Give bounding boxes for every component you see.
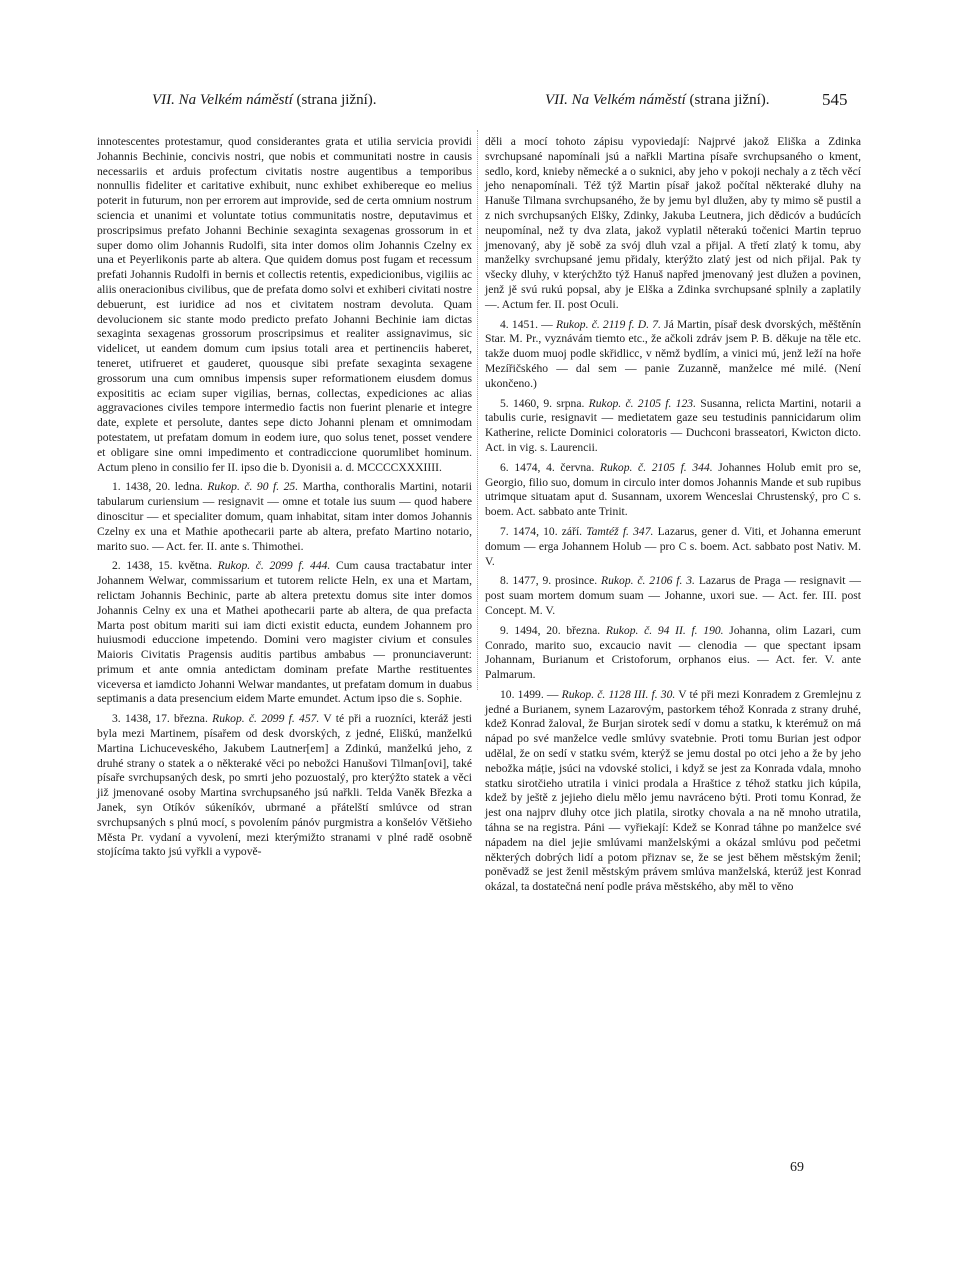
entry-ref: Rukop. č. 2099 f. 444. bbox=[217, 559, 331, 573]
entry-6 bbox=[485, 461, 861, 520]
right-continuation-paragraph: děli a mocí tohoto zápisu vypoviedají: Najprvé jakož Eliška a Zdinka svrchupsané napomínali jsú a nařkli Martina písaře svrchupsaného o kment, sedlo, kord, knieby německé a o suknici, aby jeho v pokoji nechaly a z těch věcí jeho nenapomínali. Též týž Martin písař jakož počítal některaké dluhy na Hanuše Tilmana svrchupsaného, že by jemu byl dlužen, aby ty mimo sě pustil a z nich svrchupsaných Elšky, Zdinky, Jakuba Leutnera, jich dědicóv a budúcích neupomínal, než ty dva zlata, jakož vyplatil něterakú točenici Martin tepruo jmenovaný, aby jě sobě za svój dluh vzal a přijal. A třetí zlatý k tomu, aby manželky svrchupsané jemu přidaly, kterýžto zlatý jest od nich přijal. Pak ty všecky dluhy, v kterýchžto týž Hanuš napřed jmenovaný jest dlužen a povinen, jenž jě svú rukú popsal, aby je Elška a Zdinka svrchupsané splnily a zaplatily —. Actum fer. II. post Oculi. bbox=[485, 135, 861, 311]
entry-ref: Rukop. č. 2105 f. 123. bbox=[588, 396, 696, 410]
entry-text: Martha, conthoralis Martini, notarii tabularum curiensium — resignavit — omne et totale ius suum — quod habere dinoscitur — et specialiter domum, quam inhabitat, sitam inter domos Johannis Czelny ex una et Mathie apothecarii parte ab altera, prefato Martino notario, marito suo. — Act. fer. II. ante s. Thimothei. bbox=[97, 480, 472, 553]
entry-1 bbox=[97, 480, 472, 554]
entry-ref: Rukop. č. 94 II. f. 190. bbox=[605, 623, 724, 637]
entry-4 bbox=[485, 318, 861, 392]
entry-num: 5. bbox=[500, 396, 509, 410]
entry-ref: Tamtéž f. 347. bbox=[586, 524, 654, 538]
entry-text: V té při a ruozníci, kteráž jesti byla mezi Martinem, písařem od desk dvorských, z jedné, Eliškú, manželkú Martina Lichuceveského, Jakubem Lautner[em] a Zdinkú, manželkú jeho, z druhé strany o statek a o některaké věci po nebožci Hanušovi Tilman[ovi], také písaře svrchupsaných desk, po smrti jeho pozuostalý, pro kterýžto statek a věci již jmenované osoby Martina svrchupsaného jsú nařkli. Telda Vaněk Březka a Janek, syn Otíkóv súkeníkóv, ubrmané a přátelští smlúvce od stran svrchupsaných s plnú mocí, s povolením pánóv purgmistra a konšelóv Většieho Města Pr. vydaní a vyvolení, mezi kterýmižto stranami v plné radě osobně stojícíma takto jsú vyřkli a vypově- bbox=[97, 712, 472, 859]
entry-date: 1494, 20. března. bbox=[514, 623, 601, 637]
entry-num: 9. bbox=[500, 623, 509, 637]
entry-date: 1438, 20. ledna. bbox=[125, 480, 203, 494]
header-right-roman: VII. bbox=[545, 92, 568, 108]
entry-ref: Rukop. č. 2099 f. 457. bbox=[212, 712, 320, 726]
entry-date: 1474, 4. června. bbox=[514, 460, 595, 474]
entry-text: Johanna, olim Lazari, cum Conrado, marito suo, excaucio navit — clenodia — que spectant ipsam Johannam, Burianum et Cristoforum, orphanos eius. — Act. fer. V. ante Palmarum. bbox=[485, 623, 861, 682]
entry-num: 3. bbox=[112, 712, 121, 726]
entry-text: V té při mezi Konradem z Gremlejnu z jedné a Burianem, synem Lazarovým, pastorkem téhož Konrada z strany druhé, kdež Konrad žaloval, že Burjan sirotek sedí v domu a statku, k kterémuž on má nápad po své manželce vedle smlúvy svatebnie. Proti tomu Burian jest odpor udělal, že on sedí v statku svém, kterýž se jemu dostal po otci jeho a že by jeho nebožka máție, jsúci na vdovské stolici, i když se jest za Konrada vdala, mnoho statku sirotčieho utratila i vinici prodala a Hraštice z téhož statku jich kúpila, kdež by ještě z jejieho dielu mělo jemu navráceno býti. Proti tomu Konrad, že jest ona najprv dluhy otce jich platila, sirotky chovala a na ně mnoho utratila, táhna se na registra. Páni — vyřiekají: Kdež se Konrad táhne po manželce své nápadem na diel jejie smlúvami manželskými a okázal smlúvu pod pečetmi některých dobrých lidí a potom přiznav se, že se jest během městským ženil; poněvadž se jest ženil městským právem smlúva manželská, kterúž jest Konrad okázal, ta dostatečná není podle práva městského, aby měl to věno bbox=[485, 687, 861, 894]
entry-num: 4. bbox=[500, 317, 509, 331]
entry-num: 10. bbox=[500, 687, 515, 701]
entry-date: 1477, 9. prosince. bbox=[512, 574, 598, 588]
entry-5 bbox=[485, 397, 861, 456]
page-number: 545 bbox=[822, 90, 848, 109]
entry-num: 6. bbox=[500, 460, 509, 474]
entry-text: Já Martin, písař desk dvorských, měštěnín Star. M. Pr., vyznávám tiemto etc., že ačkoli zdráv jsem P. B. děkuje na těle etc. takže duom muoj podle skřidlicc, v němž bydlím, a vinici mú, jenž leží na hoře Mezířičského — dal sem — panie Zuzanně, manželce mé milé. (Není ukončeno.) bbox=[485, 317, 862, 390]
entry-date: 1460, 9. srpna. bbox=[513, 396, 585, 410]
entry-text: Johannes Holub emit pro se, Georgio, filio suo, domum in circulo inter domos Johannis Mande et sub rupibus utrimque situatam aput d. Susannam, uxorem Wenceslai Chrustenský, pro C s. boem. Act. sabbato ante Trinit. bbox=[485, 460, 861, 519]
entry-8 bbox=[485, 574, 861, 618]
header-left-roman: VII. bbox=[152, 92, 175, 108]
left-intro-paragraph: innotescentes protestamur, quod considerantes grata et utilia servicia providi Johannis Bechinie, concivis nostri, que nobis et communitati nostre in causis necessariis et arduis profectum civitatis nostre augentibus a temporibus nonnullis fideliter et caritative exhibuit, nunc exhibet exhibereque eo melius poterit in futurum, non per errorem aut improvide, sed de certa omnium nostrum sciencia et unanimi et voluntate totius communitatis nostre, deputavimus et proscripsimus prefato Johanni Bechinie sexaginta sexagenas grossorum in et super domo olim Johannis Rudolfi, sita inter domos olim Johannis Czelny ex una et Peyerlikonis parte ab altera. Que quidem domus post fugam et recessum prefati Johannis Rudolfi in bernis et collectis retentis, expedicionibus, vigiliis ac aliis oneracionibus civilibus, que de prefata domo solvi et exhiberi civitati nostre debuerunt, est iuridice ad nos et civitatem nostram devoluta. Quam devolucionem sic stante modo predicto prefato Johanni Bechinie iam dictas sexaginta sexagenas grossorum proscripsimus et realiter assignavimus, sic videlicet, ut eandem domum cum ipsius totali area et pertinenciis haberet, teneret, utifrueret et gauderet, quousque sibi prefate sexaginta sexagene grossorum una cum omnibus impensis super reformationem eiusdem domus exposititis ac eciam super vigilias, bernas, collectas, expediciones ac alias aggravaciones civiles tempore intermedio factis non fuerint plenarie et integre date, explete et persolute, dantes sepe dicto Johanni plenam et omnimodam potestatem, ut prefatam domum in eodem iure, quo solus tenet, posset vendere et obligare sine omni impedimento et contradiccione quorumlibet hominum. Actum pleno in consilio fer II. ipso die b. Dyonisii a. d. MCCCCXXXIIII. bbox=[97, 135, 472, 474]
entry-num: 7. bbox=[500, 524, 509, 538]
header-right-title: Na Velkém náměstí bbox=[571, 92, 686, 108]
left-column bbox=[97, 135, 472, 865]
running-header-right bbox=[545, 92, 770, 109]
entry-10 bbox=[485, 688, 861, 895]
entry-ref: Rukop. č. 2119 f. D. 7. bbox=[555, 317, 661, 331]
entry-ref: Rukop. č. 1128 III. f. 30. bbox=[561, 687, 676, 701]
entry-num: 1. bbox=[112, 480, 121, 494]
sheet-signature-number: 69 bbox=[790, 1160, 804, 1175]
column-divider bbox=[477, 130, 478, 690]
entry-ref: Rukop. č. 90 f. 25. bbox=[207, 480, 299, 494]
entry-num: 8. bbox=[500, 574, 509, 588]
running-header-left bbox=[152, 92, 377, 109]
header-right-sub: (strana jižní). bbox=[689, 92, 770, 108]
entry-text: Lazarus, gener d. Viti, et Johanna emerunt domum — erga Johannem Holub — pro C s. boem. Act. sabbato post Nativ. M. V. bbox=[485, 524, 861, 568]
entry-text: Susanna, relicta Martini, notarii a tabulis curie, resignavit — medietatem gaze seu testudinis pannicidarum olim Katherine, relicte Dominici coloratoris — Duchconi brasseatori, Kwicton dicto. Act. in vig. s. Laurencii. bbox=[485, 396, 862, 454]
right-column bbox=[485, 135, 861, 900]
entry-num: 2. bbox=[112, 559, 121, 573]
entry-7 bbox=[485, 525, 861, 569]
entry-date: 1451. — bbox=[511, 317, 553, 331]
entry-text: Lazarus de Praga — resignavit — post suam mortem domum suam — Johanne, uxori sue. — Act. fer. III. post Concept. M. V. bbox=[485, 574, 861, 617]
entry-3 bbox=[97, 712, 472, 860]
entry-date: 1438, 15. května. bbox=[126, 559, 212, 573]
entry-text: Cum causa tractabatur inter Johannem Welwar, commissarium et tutorem relicte Heln, ex una et Martam, relictam Johannis Bechinic, parte ab altera pretextu domus site inter domos Johannis Celny ex una et Mathei apothecarii parte ab altera, de qua prefacta Marta post obitum mariti sui iam dicti existit educta, eundem Johannem pro huiusmodi educcione impetendo. Domini vero magister civium et consules Maioris Civitatis Pragensis auditis partibus ambabus — pronunciaverunt: primum et ante omnia antedictam dominam prefate Marthe restituentes viceversa et iamdicto Johanni Welwar mandantes, ut prefatam domum in duabus septimanis a data presencium eidem Marte emundet. Actum ipso die s. Sophie. bbox=[97, 559, 472, 706]
entry-ref: Rukop. č. 2106 f. 3. bbox=[601, 574, 695, 588]
entry-date: 1474, 10. září. bbox=[512, 524, 583, 538]
header-left-sub: (strana jižní). bbox=[296, 92, 377, 108]
entry-2 bbox=[97, 559, 472, 707]
entry-date: 1438, 17. března. bbox=[124, 712, 208, 726]
header-left-title: Na Velkém náměstí bbox=[178, 92, 293, 108]
entry-ref: Rukop. č. 2105 f. 344. bbox=[599, 460, 713, 474]
entry-9 bbox=[485, 624, 861, 683]
entry-date: 1499. — bbox=[517, 687, 559, 701]
